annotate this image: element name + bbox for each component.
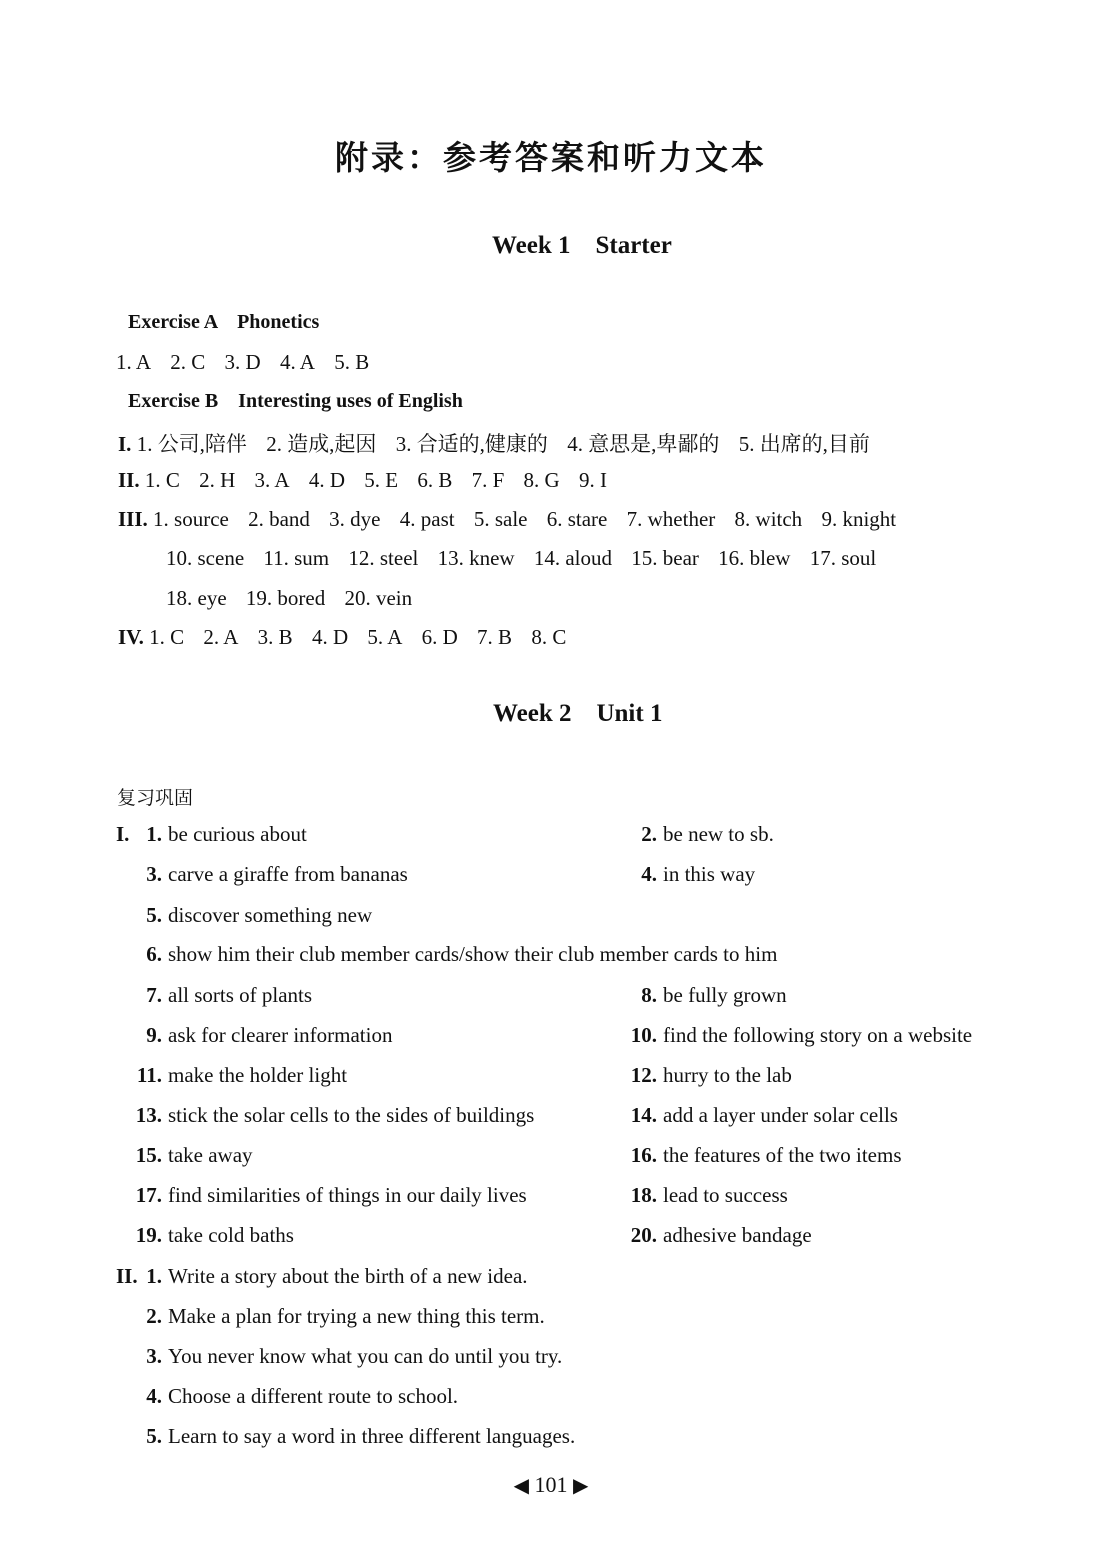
- list-item: 6. show him their club member cards/show their club member cards to him: [146, 942, 778, 966]
- answer: 4. A: [279, 350, 315, 374]
- answer: 2. A: [203, 625, 239, 649]
- exercise-a-answers: [116, 350, 383, 375]
- answer: 18. eye: [166, 586, 227, 610]
- answer: 1. C: [149, 625, 185, 649]
- list-item: 11. make the holder light: [136, 1063, 348, 1087]
- exercise-b-part-1: [118, 428, 884, 458]
- answer: 6. D: [421, 625, 458, 649]
- answer: 4. D: [311, 625, 349, 649]
- section-heading: 复习巩固: [117, 787, 194, 809]
- answer: 14. aloud: [533, 546, 613, 570]
- answer: 2. C: [170, 350, 206, 374]
- list-item: 2. Make a plan for trying a new thing this term.: [146, 1304, 545, 1328]
- list-item: 18. lead to success: [630, 1183, 788, 1207]
- list-item: 7. all sorts of plants: [146, 983, 313, 1007]
- list-item: 15. take away: [135, 1143, 253, 1167]
- answer: 10. scene: [166, 546, 245, 570]
- exercise-a-heading: Exercise A Phonetics: [128, 311, 320, 333]
- answer: 4. D: [308, 468, 345, 492]
- list-item: 9. ask for clearer information: [146, 1023, 393, 1047]
- roman-numeral: IV.: [118, 625, 144, 649]
- page-number-footer: [0, 1472, 1102, 1498]
- list-item: 5. discover something new: [146, 903, 373, 927]
- answer: 13. knew: [437, 546, 515, 570]
- list-item: 8. be fully grown: [641, 983, 787, 1007]
- answer: 6. B: [417, 468, 453, 492]
- list-item: 3. You never know what you can do until you try.: [146, 1344, 563, 1368]
- roman-numeral: II.: [118, 468, 140, 492]
- answer: 1. 公司,陪伴: [136, 432, 247, 456]
- list-item: 20. adhesive bandage: [630, 1223, 812, 1247]
- answer: 3. A: [254, 468, 290, 492]
- roman-numeral: II.: [116, 1264, 138, 1288]
- answer: 3. 合适的,健康的: [395, 432, 548, 456]
- answer: 8. witch: [734, 507, 803, 531]
- answer: 2. H: [199, 468, 236, 492]
- answer: 5. E: [364, 468, 399, 492]
- answer: 20. vein: [344, 586, 413, 610]
- answer: 3. D: [224, 350, 261, 374]
- roman-numeral: I.: [118, 432, 132, 456]
- list-item: 1. be curious about: [146, 822, 307, 846]
- answer: 15. bear: [631, 546, 699, 570]
- list-item: 2. be new to sb.: [641, 822, 774, 846]
- list-item: 19. take cold baths: [135, 1223, 294, 1247]
- answer: 8. G: [523, 468, 560, 492]
- answer: 9. knight: [821, 507, 897, 531]
- roman-numeral: III.: [118, 507, 148, 531]
- list-item: 17. find similarities of things in our daily lives: [135, 1183, 527, 1207]
- answer: 5. sale: [473, 507, 528, 531]
- exercise-b-part-4: [118, 625, 580, 650]
- answer: 11. sum: [263, 546, 330, 570]
- answer: 16. blew: [718, 546, 791, 570]
- answer: 2. 造成,起因: [266, 432, 377, 456]
- roman-numeral: I.: [116, 822, 130, 846]
- list-item: 3. carve a giraffe from bananas: [146, 862, 408, 886]
- list-item: 4. Choose a different route to school.: [146, 1384, 459, 1408]
- answer: 2. band: [248, 507, 310, 531]
- page-title: 附录：参考答案和听力文本: [335, 138, 767, 177]
- week1-heading: Week 1 Starter: [492, 232, 672, 259]
- answer: 12. steel: [348, 546, 419, 570]
- prev-arrow-icon: ◀: [513, 1475, 529, 1497]
- exercise-b-part-2: [118, 468, 621, 493]
- answer: 5. 出席的,目前: [738, 432, 870, 456]
- exercise-b-part-3-line-2: [166, 546, 890, 571]
- answer: 7. B: [477, 625, 513, 649]
- answer: 9. I: [578, 468, 607, 492]
- answer: 4. 意思是,卑鄙的: [567, 432, 720, 456]
- list-item: 1. Write a story about the birth of a new idea.: [146, 1264, 528, 1288]
- answer: 1. C: [144, 468, 180, 492]
- list-item: 16. the features of the two items: [630, 1143, 902, 1167]
- answer: 6. stare: [546, 507, 608, 531]
- week2-heading: Week 2 Unit 1: [493, 700, 663, 727]
- list-item: 13. stick the solar cells to the sides of buildings: [135, 1103, 535, 1127]
- answer: 19. bored: [245, 586, 326, 610]
- exercise-b-part-3-line-1: [118, 507, 910, 532]
- list-item: 10. find the following story on a website: [630, 1023, 973, 1047]
- answer: 1. A: [116, 350, 152, 374]
- list-item: 4. in this way: [641, 862, 756, 886]
- answer: 3. dye: [329, 507, 381, 531]
- answer: 4. past: [399, 507, 455, 531]
- answer: 17. soul: [809, 546, 877, 570]
- answer: 1. source: [153, 507, 229, 531]
- answer: 7. F: [471, 468, 505, 492]
- exercise-b-heading: Exercise B Interesting uses of English: [128, 390, 463, 412]
- answer: 7. whether: [626, 507, 716, 531]
- exercise-b-part-3-line-3: [166, 586, 426, 611]
- answer: 8. C: [531, 625, 567, 649]
- page-number: 101: [534, 1472, 568, 1497]
- answer: 3. B: [257, 625, 293, 649]
- list-item: 12. hurry to the lab: [630, 1063, 792, 1087]
- next-arrow-icon: ▶: [573, 1475, 589, 1497]
- answer: 5. B: [334, 350, 370, 374]
- list-item: 14. add a layer under solar cells: [630, 1103, 898, 1127]
- answer: 5. A: [367, 625, 403, 649]
- list-item: 5. Learn to say a word in three different languages.: [146, 1424, 576, 1448]
